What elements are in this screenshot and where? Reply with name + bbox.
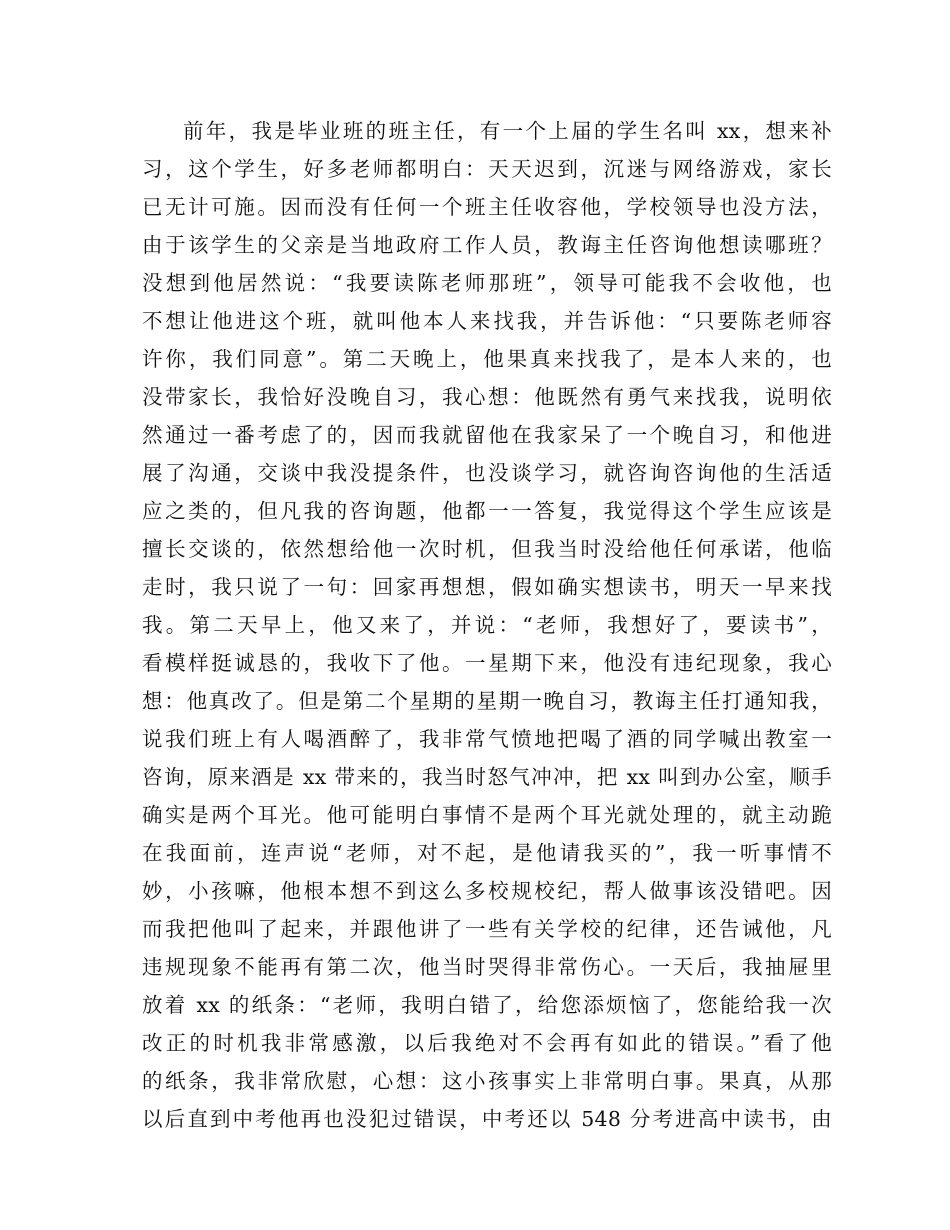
text-line: 不想让他进这个班，就叫他本人来找我，并告诉他：“只要陈老师容 [142, 309, 832, 333]
text-line: 确实是两个耳光。他可能明白事情不是两个耳光就处理的，就主动跪 [142, 803, 832, 827]
text-line: 前年，我是毕业班的班主任，有一个上届的学生名叫 xx，想来补 [183, 119, 832, 143]
text-line: 没想到他居然说：“我要读陈老师那班”，领导可能我不会收他，也 [142, 271, 832, 295]
text-line: 然通过一番考虑了的，因而我就留他在我家呆了一个晚自习，和他进 [142, 423, 832, 447]
text-line: 想：他真改了。但是第二个星期的星期一晚自习，教诲主任打通知我， [142, 689, 832, 713]
text-line: 改正的时机我非常感激，以后我绝对不会再有如此的错误。”看了他 [142, 1031, 832, 1055]
text-line: 应之类的，但凡我的咨询题，他都一一答复，我觉得这个学生应该是 [142, 499, 832, 523]
text-line: 的纸条，我非常欣慰，心想：这小孩事实上非常明白事。果真，从那 [142, 1069, 832, 1093]
text-line: 没带家长，我恰好没晚自习，我心想：他既然有勇气来找我，说明依 [142, 385, 832, 409]
text-line: 我。第二天早上，他又来了，并说：“老师，我想好了，要读书”， [142, 613, 832, 637]
text-line: 妙，小孩嘛，他根本想不到这么多校规校纪，帮人做事该没错吧。因 [142, 879, 832, 903]
text-line: 看模样挺诚恳的，我收下了他。一星期下来，他没有违纪现象，我心 [142, 651, 832, 675]
text-line: 展了沟通，交谈中我没提条件，也没谈学习，就咨询咨询他的生活适 [142, 461, 832, 485]
text-line: 放着 xx 的纸条：“老师，我明白错了，给您添烦恼了，您能给我一次 [142, 993, 832, 1017]
text-line: 以后直到中考他再也没犯过错误，中考还以 548 分考进高中读书，由 [142, 1107, 832, 1131]
text-line: 许你，我们同意”。第二天晚上，他果真来找我了，是本人来的，也 [142, 347, 832, 371]
text-line: 违规现象不能再有第二次，他当时哭得非常伤心。一天后，我抽屉里 [142, 955, 832, 979]
text-line: 走时，我只说了一句：回家再想想，假如确实想读书，明天一早来找 [142, 575, 832, 599]
text-line: 由于该学生的父亲是当地政府工作人员，教诲主任咨询他想读哪班？ [142, 233, 832, 257]
text-line: 咨询，原来酒是 xx 带来的，我当时怒气冲冲，把 xx 叫到办公室，顺手 [142, 765, 832, 789]
text-line: 已无计可施。因而没有任何一个班主任收容他，学校领导也没方法， [142, 195, 832, 219]
body-paragraph [142, 112, 832, 1138]
text-line: 说我们班上有人喝酒醉了，我非常气愤地把喝了酒的同学喊出教室一 [142, 727, 832, 751]
text-line: 在我面前，连声说“老师，对不起，是他请我买的”，我一听事情不 [142, 841, 832, 865]
text-line: 而我把他叫了起来，并跟他讲了一些有关学校的纪律，还告诫他，凡 [142, 917, 832, 941]
text-line: 习，这个学生，好多老师都明白：天天迟到，沉迷与网络游戏，家长 [142, 157, 832, 181]
text-line: 擅长交谈的，依然想给他一次时机，但我当时没给他任何承诺，他临 [142, 537, 832, 561]
